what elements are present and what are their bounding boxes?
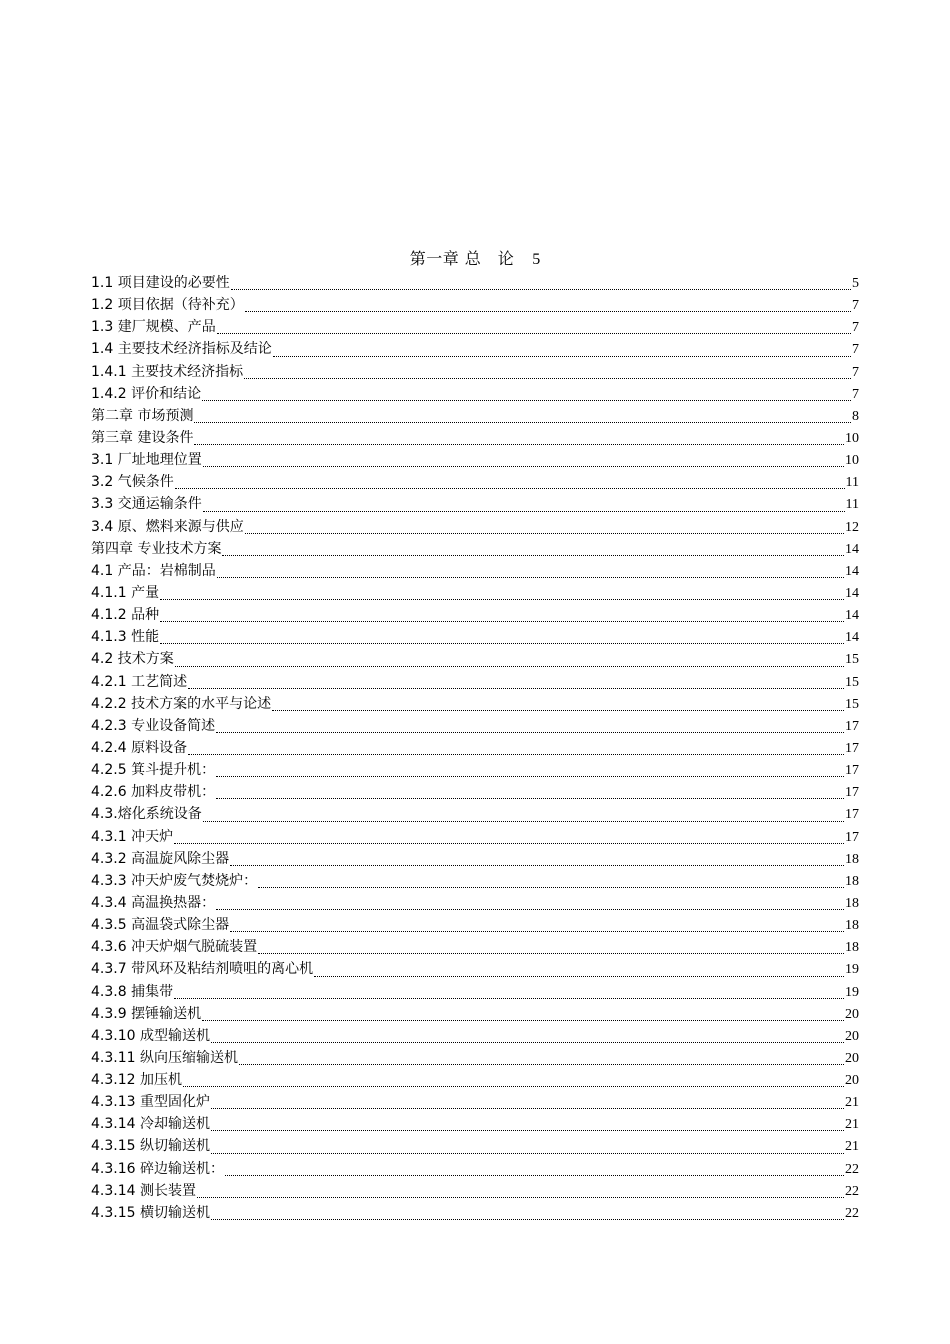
toc-entry-label: 4.2.6 加料皮带机： [91, 784, 216, 801]
toc-entry[interactable] [91, 338, 859, 360]
toc-entry-page: 11 [845, 497, 859, 513]
toc-entry[interactable] [91, 1003, 859, 1025]
dot-leader [174, 842, 844, 844]
toc-entry-page: 17 [845, 763, 859, 779]
toc-entry-label: 4.3.9 摆锤输送机 [91, 1005, 202, 1022]
dot-leader [258, 886, 844, 888]
toc-entry-label: 4.1.3 性能 [91, 629, 160, 646]
toc-entry-label: 4.1.1 产量 [91, 584, 160, 601]
toc-entry-label: 3.1 厂址地理位置 [91, 452, 202, 469]
toc-entry[interactable] [91, 671, 859, 693]
toc-entry[interactable] [91, 759, 859, 781]
dot-leader [239, 1063, 844, 1065]
toc-entry[interactable] [91, 626, 859, 648]
toc-entry-page: 20 [845, 1028, 859, 1044]
toc-entry-page: 22 [845, 1183, 859, 1199]
toc-entry[interactable] [91, 826, 859, 848]
dot-leader [273, 355, 851, 357]
toc-entry-page: 20 [845, 1050, 859, 1066]
toc-entry[interactable] [91, 737, 859, 759]
toc-entry-label: 4.2.3 专业设备简述 [91, 717, 216, 734]
toc-entry-page: 20 [845, 1006, 859, 1022]
toc-entry-page: 21 [845, 1095, 859, 1111]
toc-entry-label: 4.1.2 品种 [91, 607, 160, 624]
toc-entry-page: 15 [845, 696, 859, 712]
toc-entry-label: 1.2 项目依据（待补充） [91, 297, 244, 314]
toc-entry[interactable] [91, 892, 859, 914]
dot-leader [188, 753, 844, 755]
toc-entry-page: 7 [852, 320, 859, 336]
toc-entry-page: 10 [845, 453, 859, 469]
toc-entry[interactable] [91, 405, 859, 427]
toc-entry[interactable] [91, 693, 859, 715]
toc-entry-label: 4.3.12 加压机 [91, 1072, 182, 1089]
toc-entry-label: 4.3.15 横切输送机 [91, 1204, 210, 1221]
dot-leader [203, 465, 844, 467]
toc-entry[interactable] [91, 914, 859, 936]
toc-entry-page: 17 [845, 740, 859, 756]
toc-entry-page: 11 [845, 475, 859, 491]
dot-leader [258, 952, 844, 954]
dot-leader [225, 1174, 844, 1176]
toc-entry[interactable] [91, 604, 859, 626]
toc-entry[interactable] [91, 1202, 859, 1224]
toc-entry-label: 4.3.14 测长装置 [91, 1182, 196, 1199]
table-of-contents [91, 272, 859, 1224]
dot-leader [211, 1218, 844, 1220]
toc-entry-page: 17 [845, 829, 859, 845]
dot-leader [202, 1019, 844, 1021]
toc-entry-label: 4.2.2 技术方案的水平与论述 [91, 695, 272, 712]
toc-entry[interactable] [91, 383, 859, 405]
toc-entry-page: 18 [845, 873, 859, 889]
toc-entry-page: 14 [845, 585, 859, 601]
toc-entry[interactable] [91, 272, 859, 294]
dot-leader [230, 864, 844, 866]
toc-entry-label: 4.3.14 冷却输送机 [91, 1116, 210, 1133]
toc-entry-page: 19 [845, 984, 859, 1000]
dot-leader [203, 820, 844, 822]
dot-leader [216, 775, 844, 777]
dot-leader [194, 421, 851, 423]
toc-entry-page: 7 [852, 386, 859, 402]
toc-entry-page: 8 [852, 408, 859, 424]
toc-entry-label: 4.3.7 带风环及粘结剂喷咀的离心机 [91, 961, 314, 978]
toc-entry[interactable] [91, 1025, 859, 1047]
toc-entry[interactable] [91, 1113, 859, 1135]
toc-entry-page: 15 [845, 674, 859, 690]
toc-entry-page: 18 [845, 940, 859, 956]
toc-entry[interactable] [91, 1047, 859, 1069]
toc-entry-page: 21 [845, 1139, 859, 1155]
toc-entry[interactable] [91, 715, 859, 737]
toc-entry-label: 4.3.3 冲天炉废气焚烧炉： [91, 872, 258, 889]
toc-entry-label: 4.3.16 碎边输送机： [91, 1160, 224, 1177]
toc-entry-page: 15 [845, 652, 859, 668]
toc-entry[interactable] [91, 560, 859, 582]
dot-leader [245, 310, 851, 312]
dot-leader [175, 665, 844, 667]
toc-heading-page: 5 [532, 251, 541, 268]
toc-entry-label: 4.3.4 高温换热器： [91, 894, 216, 911]
toc-entry-label: 第二章 市场预测 [91, 407, 194, 424]
toc-entry[interactable] [91, 361, 859, 383]
toc-entry-page: 14 [845, 630, 859, 646]
toc-entry[interactable] [91, 449, 859, 471]
dot-leader [211, 1152, 844, 1154]
toc-entry[interactable] [91, 493, 859, 515]
dot-leader [314, 975, 844, 977]
toc-entry[interactable] [91, 936, 859, 958]
dot-leader [211, 1107, 844, 1109]
toc-entry-page: 14 [845, 541, 859, 557]
toc-entry-page: 22 [845, 1205, 859, 1221]
toc-entry-label: 1.4.2 评价和结论 [91, 385, 202, 402]
toc-entry-label: 4.3.10 成型输送机 [91, 1027, 210, 1044]
dot-leader [160, 598, 844, 600]
toc-entry-page: 7 [852, 364, 859, 380]
toc-entry-page: 10 [845, 430, 859, 446]
toc-entry-label: 4.3.2 高温旋风除尘器 [91, 850, 230, 867]
toc-entry[interactable] [91, 538, 859, 560]
toc-entry[interactable] [91, 1069, 859, 1091]
toc-entry-page: 7 [852, 298, 859, 314]
toc-entry-label: 4.3.熔化系统设备 [91, 806, 202, 823]
toc-entry-label: 4.3.13 重型固化炉 [91, 1094, 210, 1111]
toc-entry-page: 17 [845, 785, 859, 801]
dot-leader [216, 908, 844, 910]
toc-entry[interactable] [91, 516, 859, 538]
dot-leader [231, 288, 851, 290]
toc-entry-label: 4.2.1 工艺简述 [91, 673, 188, 690]
toc-entry-page: 21 [845, 1117, 859, 1133]
toc-entry-label: 4.2 技术方案 [91, 651, 174, 668]
dot-leader [175, 487, 845, 489]
toc-entry-label: 4.3.11 纵向压缩输送机 [91, 1049, 238, 1066]
toc-entry[interactable] [91, 1091, 859, 1113]
toc-entry-page: 14 [845, 563, 859, 579]
dot-leader [217, 576, 844, 578]
toc-entry-label: 4.1 产品：岩棉制品 [91, 562, 216, 579]
dot-leader [217, 332, 851, 334]
toc-chapter-heading [0, 248, 950, 270]
toc-entry-label: 4.2.4 原料设备 [91, 739, 188, 756]
dot-leader [183, 1085, 844, 1087]
toc-entry[interactable] [91, 1135, 859, 1157]
dot-leader [203, 510, 845, 512]
toc-entry[interactable] [91, 958, 859, 980]
toc-entry-label: 4.3.1 冲天炉 [91, 828, 174, 845]
toc-entry-page: 20 [845, 1073, 859, 1089]
toc-entry-page: 14 [845, 608, 859, 624]
toc-entry-label: 4.3.8 捕集带 [91, 983, 174, 1000]
dot-leader [211, 1129, 844, 1131]
dot-leader [244, 377, 851, 379]
toc-entry-page: 19 [845, 962, 859, 978]
toc-entry-label: 4.2.5 箕斗提升机： [91, 762, 216, 779]
toc-entry-page: 7 [852, 342, 859, 358]
toc-entry-label: 第四章 专业技术方案 [91, 540, 222, 557]
dot-leader [230, 930, 844, 932]
toc-entry[interactable] [91, 981, 859, 1003]
toc-entry-label: 1.4 主要技术经济指标及结论 [91, 341, 272, 358]
toc-entry-page: 12 [845, 519, 859, 535]
toc-entry-page: 22 [845, 1161, 859, 1177]
dot-leader [216, 797, 844, 799]
dot-leader [174, 997, 844, 999]
dot-leader [272, 709, 844, 711]
toc-entry-label: 1.1 项目建设的必要性 [91, 275, 230, 291]
toc-entry-page: 17 [845, 807, 859, 823]
dot-leader [194, 443, 844, 445]
dot-leader [160, 620, 844, 622]
toc-entry-label: 3.4 原、燃料来源与供应 [91, 518, 244, 535]
toc-entry-label: 4.3.6 冲天炉烟气脱硫装置 [91, 939, 258, 956]
toc-entry-page: 17 [845, 718, 859, 734]
toc-entry-label: 1.3 建厂规模、产品 [91, 319, 216, 336]
toc-entry-page: 18 [845, 918, 859, 934]
toc-heading-title: 第一章 总 论 [409, 249, 515, 268]
dot-leader [188, 687, 844, 689]
dot-leader [197, 1196, 844, 1198]
toc-entry-page: 18 [845, 851, 859, 867]
toc-entry[interactable] [91, 648, 859, 670]
toc-entry-label: 1.4.1 主要技术经济指标 [91, 363, 244, 380]
dot-leader [245, 532, 844, 534]
toc-entry-page: 5 [852, 276, 859, 291]
toc-entry-page: 18 [845, 895, 859, 911]
toc-entry-label: 第三章 建设条件 [91, 429, 194, 446]
toc-entry[interactable] [91, 471, 859, 493]
toc-entry-label: 4.3.15 纵切输送机 [91, 1138, 210, 1155]
toc-entry-label: 3.2 气候条件 [91, 474, 174, 491]
toc-entry[interactable] [91, 848, 859, 870]
dot-leader [160, 642, 844, 644]
toc-entry[interactable] [91, 781, 859, 803]
dot-leader [211, 1041, 844, 1043]
toc-entry[interactable] [91, 316, 859, 338]
toc-entry[interactable] [91, 1180, 859, 1202]
toc-entry-label: 3.3 交通运输条件 [91, 496, 202, 513]
toc-entry[interactable] [91, 294, 859, 316]
dot-leader [216, 731, 844, 733]
toc-entry[interactable] [91, 803, 859, 825]
dot-leader [222, 554, 844, 556]
toc-entry[interactable] [91, 427, 859, 449]
toc-entry[interactable] [91, 1158, 859, 1180]
toc-entry-label: 4.3.5 高温袋式除尘器 [91, 917, 230, 934]
toc-entry[interactable] [91, 870, 859, 892]
dot-leader [202, 399, 851, 401]
toc-entry[interactable] [91, 582, 859, 604]
